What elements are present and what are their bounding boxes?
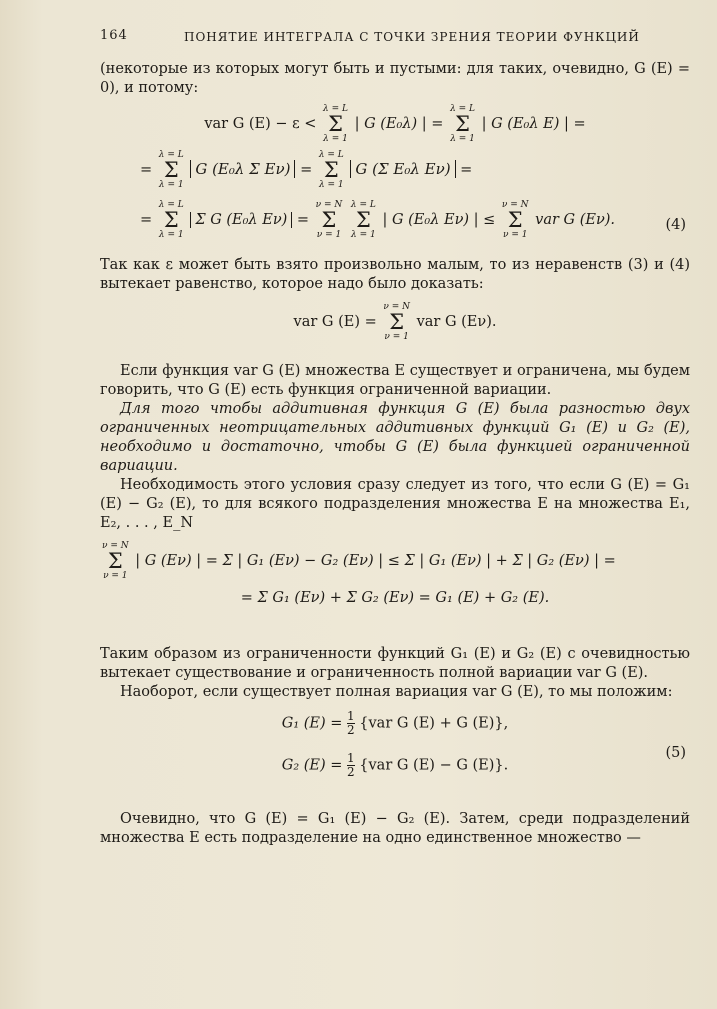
page-body [100,60,690,848]
equation-block-4 [100,104,690,250]
sum-sign: λ = L Σ λ = 1 [158,200,184,240]
sum-sign: λ = L Σ λ = 1 [450,104,476,144]
equation-number-5: (5) [665,745,686,761]
sum-sign: λ = L Σ λ = 1 [350,200,376,240]
running-title: ПОНЯТИЕ ИНТЕГРАЛА С ТОЧКИ ЗРЕНИЯ ТЕОРИИ ФУНКЦИЙ [184,30,640,44]
paragraph-1: (некоторые из которых могут быть и пустыми: для таких, очевидно, G (E) = 0), и потому: [100,61,690,96]
equation-4-line-3: = λ = L Σ λ = 1 Σ G (E₀λ Eν) = ν = N Σ ν = 1 λ = L Σ λ = 1 | G (E₀λ Eν) | ≤ ν = N Σ ν = 1 var G (Eν). (4) [140,200,686,240]
equation-block-5 [100,710,690,802]
sum-sign: λ = L Σ λ = 1 [323,104,348,144]
equation-block-variation [100,541,690,637]
equation-5-line-2: G₂ (E) = $\frac{1}{2}$ {var G (E) − G (E)}. [281,751,509,779]
equation-variation-line-2: = Σ G₁ (Eν) + Σ G₂ (Eν) = G₁ (E) + G₂ (E). [240,590,550,606]
page-header [100,28,690,50]
sum-sign: ν = N Σ ν = 1 [383,302,410,342]
fraction-half: $\frac{1}{2}$ [347,709,355,737]
theorem-statement: Для того чтобы аддитивная функция G (E) была разностью двух ограниченных неотрицательных аддитивных функций G₁ (E) и G₂ (E), необходимо и достаточно, чтобы G (E) была функцией ограниченной вариации. [100,401,690,474]
paragraph-5: Необходимость этого условия сразу следует из того, что если G (E) = G₁ (E) − G₂ (E), то для всякого подразделения множества E на множества E₁, E₂, . . . , E_N [100,477,690,531]
paragraph-3: Если функция var G (E) множества E существует и ограничена, мы будем говорить, что G (E) есть функция ограниченной вариации. [100,363,690,398]
sum-sign: λ = L Σ λ = 1 [318,150,344,190]
fraction-half: $\frac{1}{2}$ [347,751,355,779]
equation-number-4: (4) [665,217,686,233]
equation-variation-line-1: ν = N Σ ν = 1 | G (Eν) | = Σ | G₁ (Eν) − G₂ (Eν) | ≤ Σ | G₁ (Eν) | + Σ | G₂ (Eν) | = [102,541,616,581]
equation-4-line-1: var G (E) − ε < λ = L Σ λ = 1 | G (E₀λ) | = λ = L Σ λ = 1 | G (E₀λ E) | = [204,104,586,144]
paragraph-8: Очевидно, что G (E) = G₁ (E) − G₂ (E). Затем, среди подразделений множества E есть подразделение на одно единственное множество — [100,811,690,846]
equation-var-sum: var G (E) = ν = N Σ ν = 1 var G (Eν). [293,302,497,342]
sum-sign: ν = N Σ ν = 1 [102,541,129,581]
equation-5-line-1: G₁ (E) = $\frac{1}{2}$ {var G (E) + G (E)}, [281,709,509,737]
page-number: 164 [100,28,128,43]
sum-sign: ν = N Σ ν = 1 [315,200,343,240]
paragraph-6: Таким образом из ограниченности функций G₁ (E) и G₂ (E) с очевидностью вытекает существование и ограниченность полной вариации var G (E). [100,646,690,681]
paragraph-7: Наоборот, если существует полная вариация var G (E), то мы положим: [120,684,673,700]
sum-sign: λ = L Σ λ = 1 [158,150,184,190]
sum-sign: ν = N Σ ν = 1 [501,200,529,240]
paragraph-2: Так как ε может быть взято произвольно малым, то из неравенств (3) и (4) вытекает равенство, которое надо было доказать: [100,257,690,292]
equation-4-line-2: = λ = L Σ λ = 1 G (E₀λ Σ Eν) = λ = L Σ λ = 1 G (Σ E₀λ Eν) = [140,150,473,190]
